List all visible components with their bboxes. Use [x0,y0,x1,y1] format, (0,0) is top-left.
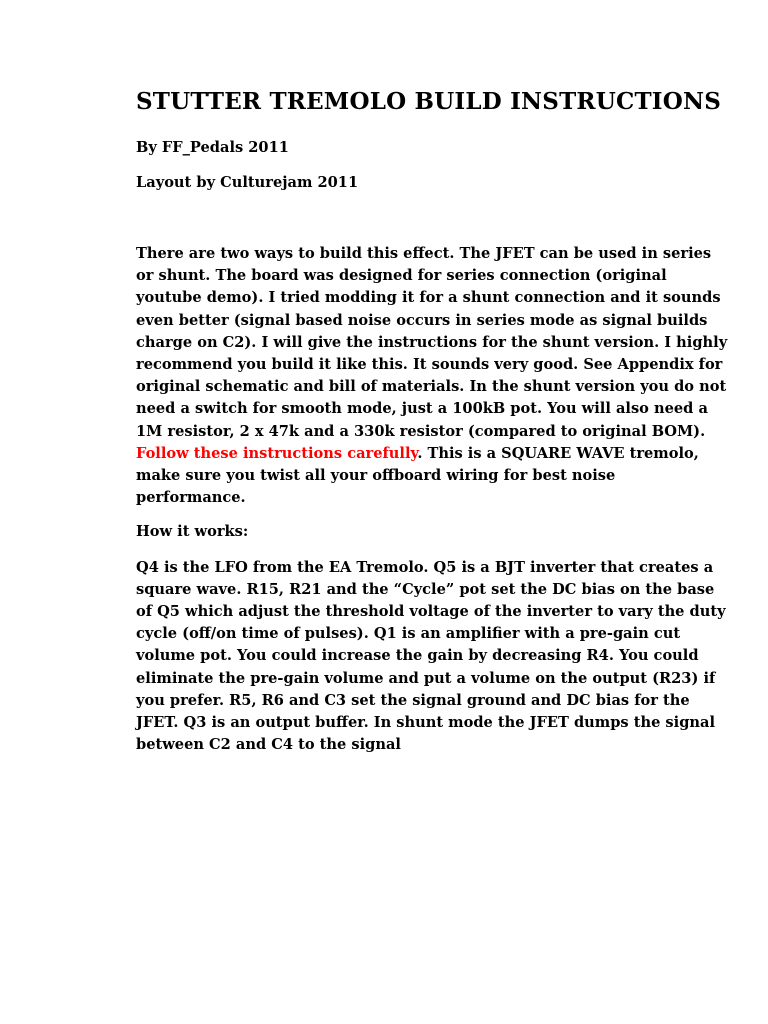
document-title: STUTTER TREMOLO BUILD INSTRUCTIONS [136,88,722,115]
how-it-works-heading: How it works: [136,523,249,541]
intro-paragraph [136,243,728,509]
layout-credit-line: Layout by Culturejam 2011 [136,174,359,191]
warning-highlight: Follow these instructions carefully [136,444,418,462]
how-it-works-paragraph: Q4 is the LFO from the EA Tremolo. Q5 is a BJT inverter that creates a square wave. R15, R21 and the “Cycle” pot set the DC bias on the base of Q5 which adjust the threshold voltage of the inverter to vary the duty cycle (off/on time of pulses). Q1 is an amplifier with a pre-gain cut volume pot. You could increase the gain by decreasing R4. You could eliminate the pre-gain volume and put a volume on the output (R23) if you prefer. R5, R6 and C3 set the signal ground and DC bias for the JFET. Q3 is an output buffer. In shunt mode the JFET dumps the signal between C2 and C4 to the signal [136,558,726,754]
intro-text-end: . This is a SQUARE WAVE tremolo, make sure you twist all your offboard wiring for best noise performance. [136,444,699,507]
author-line: By FF_Pedals 2011 [136,139,289,156]
document-page [136,84,728,756]
intro-text-start: There are two ways to build this effect. The JFET can be used in series or shunt. The board was designed for series connection (original youtube demo). I tried modding it for a shunt connection and it sounds even better (signal based noise occurs in series mode as signal builds charge on C2). I will give the instructions for the shunt version. I highly recommend you build it like this. It sounds very good. See Appendix for original schematic and bill of materials. In the shunt version you do not need a switch for smooth mode, just a 100kB pot. You will also need a 1M resistor, 2 x 47k and a 330k resistor (compared to original BOM). [136,245,728,440]
